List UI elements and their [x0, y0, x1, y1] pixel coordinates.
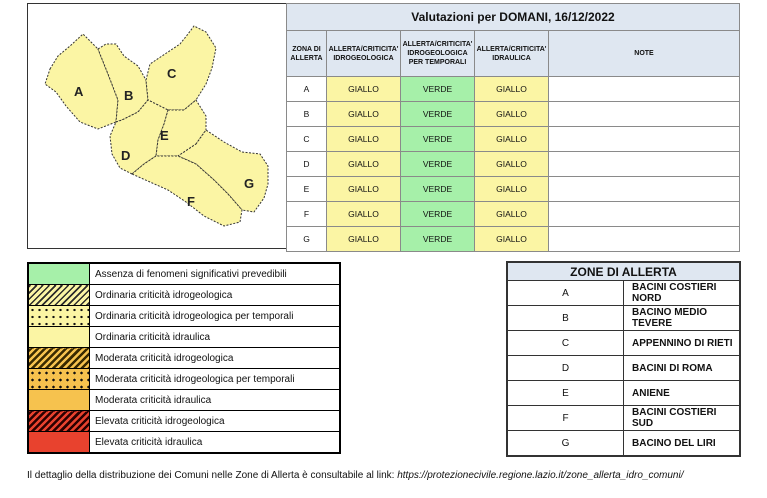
idrogeo-cell: GIALLO: [327, 227, 401, 252]
legend-label: Ordinaria criticità idraulica: [90, 327, 341, 348]
zone-row: [507, 381, 740, 406]
header-idraulica: ALLERTA/CRITICITA' IDRAULICA: [475, 31, 549, 77]
zone-cell: F: [287, 202, 327, 227]
legend-swatch: [28, 390, 90, 411]
zone-letter: A: [507, 281, 624, 306]
legend-swatch: [28, 348, 90, 369]
footer-link[interactable]: https://protezionecivile.regione.lazio.it/zone_allerta_idro_comuni/: [397, 470, 684, 481]
map-label-e: E: [160, 128, 169, 143]
map-label-f: F: [187, 194, 195, 209]
map-svg: [28, 4, 286, 248]
legend-row: [28, 369, 340, 390]
idrogeo-cell: GIALLO: [327, 202, 401, 227]
footer-text: Il dettaglio della distribuzione dei Comuni nelle Zone di Allerta è consultabile al link:: [27, 470, 395, 481]
zone-letter: F: [507, 406, 624, 431]
idraulica-cell: GIALLO: [475, 152, 549, 177]
legend-label: Moderata criticità idraulica: [90, 390, 341, 411]
legend-label: Elevata criticità idrogeologica: [90, 411, 341, 432]
legend-row: [28, 327, 340, 348]
legend-label: Elevata criticità idraulica: [90, 432, 341, 454]
zones-title: ZONE DI ALLERTA: [507, 262, 740, 281]
zone-row: [507, 356, 740, 381]
zone-row: [507, 306, 740, 331]
map-zone-c: [146, 26, 216, 110]
legend-swatch: [28, 411, 90, 432]
note-cell: [549, 177, 740, 202]
temporali-cell: VERDE: [401, 177, 475, 202]
table-row: [287, 227, 740, 252]
table-row: [287, 77, 740, 102]
zone-cell: A: [287, 77, 327, 102]
idraulica-cell: GIALLO: [475, 202, 549, 227]
temporali-cell: VERDE: [401, 202, 475, 227]
legend-row: [28, 285, 340, 306]
header-note: NOTE: [549, 31, 740, 77]
idraulica-cell: GIALLO: [475, 102, 549, 127]
zone-name: BACINO MEDIO TEVERE: [624, 306, 741, 331]
zone-row: [507, 431, 740, 457]
zone-cell: B: [287, 102, 327, 127]
legend-row: [28, 263, 340, 285]
valutazioni-table: [286, 3, 740, 252]
zone-letter: B: [507, 306, 624, 331]
lazio-map: [28, 4, 286, 248]
legend-row: [28, 306, 340, 327]
note-cell: [549, 127, 740, 152]
table-row: [287, 152, 740, 177]
legend-label: Ordinaria criticità idrogeologica: [90, 285, 341, 306]
zone-name: APPENNINO DI RIETI: [624, 331, 741, 356]
legend-label: Moderata criticità idrogeologica per temporali: [90, 369, 341, 390]
legend-swatch: [28, 369, 90, 390]
legend-row: [28, 432, 340, 454]
legend-swatch: [28, 432, 90, 454]
legend-swatch: [28, 263, 90, 285]
idraulica-cell: GIALLO: [475, 127, 549, 152]
idrogeo-cell: GIALLO: [327, 127, 401, 152]
legend-swatch: [28, 285, 90, 306]
zone-cell: E: [287, 177, 327, 202]
legend-row: [28, 348, 340, 369]
table-row: [287, 127, 740, 152]
zone-letter: G: [507, 431, 624, 457]
zone-cell: G: [287, 227, 327, 252]
zone-letter: D: [507, 356, 624, 381]
zone-row: [507, 281, 740, 306]
legend-row: [28, 411, 340, 432]
map-label-d: D: [121, 148, 131, 163]
header-temporali: ALLERTA/CRITICITA' IDROGEOLOGICA PER TEMPORALI: [401, 31, 475, 77]
zone-name: BACINI COSTIERI NORD: [624, 281, 741, 306]
zone-name: BACINI DI ROMA: [624, 356, 741, 381]
legend-swatch: [28, 306, 90, 327]
zone-cell: C: [287, 127, 327, 152]
header-idrogeo: ALLERTA/CRITICITA' IDROGEOLOGICA: [327, 31, 401, 77]
legend-label: Ordinaria criticità idrogeologica per temporali: [90, 306, 341, 327]
legend-label: Assenza di fenomeni significativi prevedibili: [90, 263, 341, 285]
zone-letter: E: [507, 381, 624, 406]
idrogeo-cell: GIALLO: [327, 152, 401, 177]
footer-note: [27, 470, 684, 481]
note-cell: [549, 152, 740, 177]
table-title: Valutazioni per DOMANI, 16/12/2022: [287, 4, 740, 31]
temporali-cell: VERDE: [401, 127, 475, 152]
zone-name: ANIENE: [624, 381, 741, 406]
map-label-c: C: [167, 66, 177, 81]
temporali-cell: VERDE: [401, 152, 475, 177]
zone-row: [507, 331, 740, 356]
zone-cell: D: [287, 152, 327, 177]
zone-letter: C: [507, 331, 624, 356]
legend-swatch: [28, 327, 90, 348]
idraulica-cell: GIALLO: [475, 177, 549, 202]
table-row: [287, 177, 740, 202]
legend-row: [28, 390, 340, 411]
idrogeo-cell: GIALLO: [327, 102, 401, 127]
legend-label: Moderata criticità idrogeologica: [90, 348, 341, 369]
note-cell: [549, 227, 740, 252]
idraulica-cell: GIALLO: [475, 227, 549, 252]
note-cell: [549, 77, 740, 102]
zone-name: BACINO DEL LIRI: [624, 431, 741, 457]
idrogeo-cell: GIALLO: [327, 77, 401, 102]
idraulica-cell: GIALLO: [475, 77, 549, 102]
map-label-b: B: [124, 88, 134, 103]
zones-table: [506, 261, 741, 457]
temporali-cell: VERDE: [401, 227, 475, 252]
note-cell: [549, 202, 740, 227]
map-label-g: G: [244, 176, 255, 191]
note-cell: [549, 102, 740, 127]
temporali-cell: VERDE: [401, 77, 475, 102]
temporali-cell: VERDE: [401, 102, 475, 127]
idrogeo-cell: GIALLO: [327, 177, 401, 202]
zone-row: [507, 406, 740, 431]
map-label-a: A: [74, 84, 84, 99]
table-row: [287, 102, 740, 127]
zone-name: BACINI COSTIERI SUD: [624, 406, 741, 431]
table-row: [287, 202, 740, 227]
header-zona: ZONA DI ALLERTA: [287, 31, 327, 77]
legend-table: [27, 262, 341, 454]
